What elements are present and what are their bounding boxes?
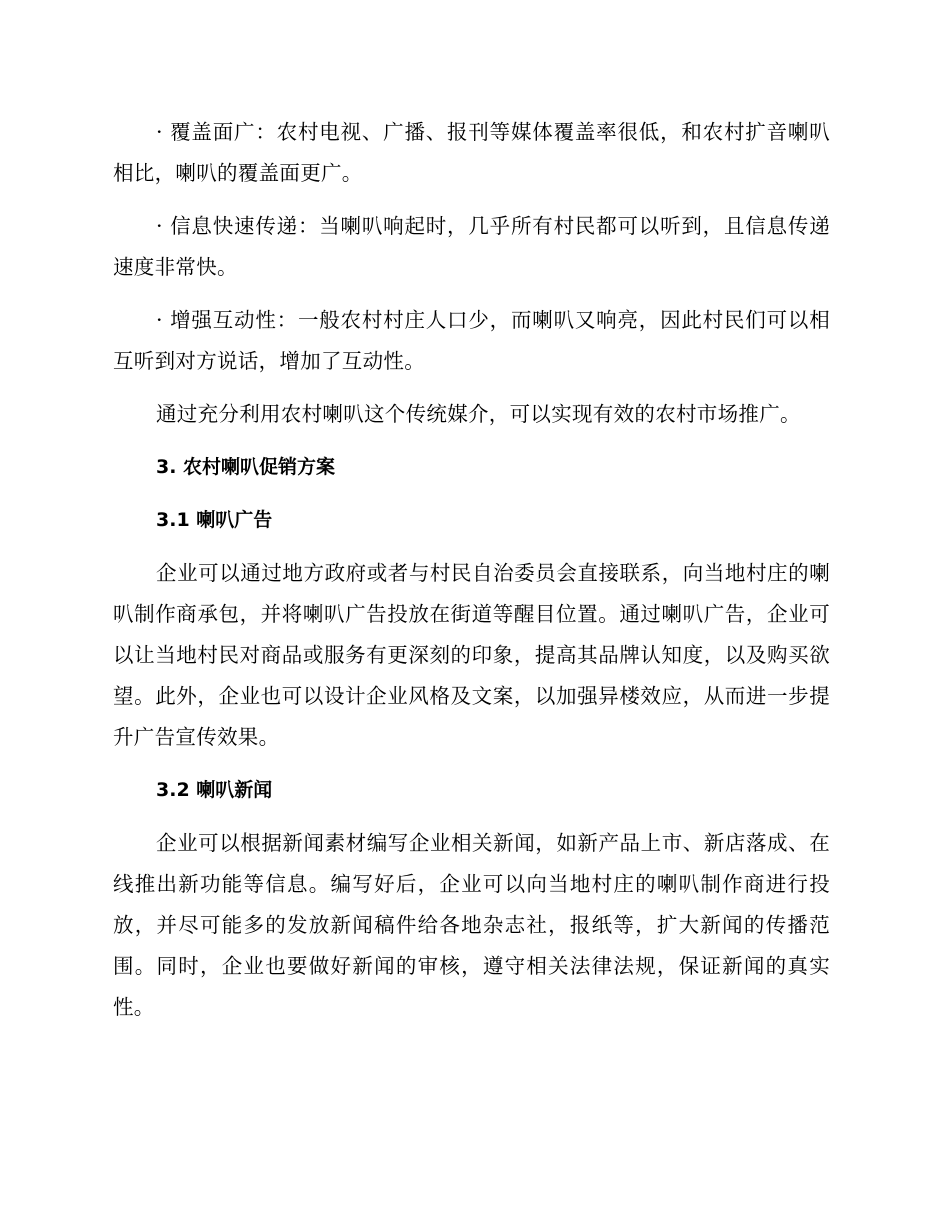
document-page (113, 112, 830, 1040)
section-3-2-body: 企业可以根据新闻素材编写企业相关新闻，如新产品上市、新店落成、在线推出新功能等信息。编写好后，企业可以向当地村庄的喇叭制作商进行投放，并尽可能多的发放新闻稿件给各地杂志社，报纸等，扩大新闻的传播范围。同时，企业也要做好新闻的审核，遵守相关法律法规，保证新闻的真实性。 (113, 831, 830, 1019)
section-3-1-body: 企业可以通过地方政府或者与村民自治委员会直接联系，向当地村庄的喇叭制作商承包，并将喇叭广告投放在街道等醒目位置。通过喇叭广告，企业可以让当地村民对商品或服务有更深刻的印象，提高其品牌认知度，以及购买欲望。此外，企业也可以设计企业风格及文案，以加强异楼效应，从而进一步提升广告宣传效果。 (113, 561, 830, 749)
bullet-interactivity: · 增强互动性：一般农村村庄人口少，而喇叭又响亮，因此村民们可以相互听到对方说话，增加了互动性。 (113, 308, 830, 373)
section-3-heading: 3. 农村喇叭促销方案 (156, 456, 336, 478)
section-3-2-heading: 3.2 喇叭新闻 (156, 779, 273, 801)
summary-paragraph: 通过充分利用农村喇叭这个传统媒介，可以实现有效的农村市场推广。 (156, 402, 801, 426)
bullet-coverage: · 覆盖面广：农村电视、广播、报刊等媒体覆盖率很低，和农村扩音喇叭相比，喇叭的覆盖面更广。 (113, 120, 830, 185)
bullet-fast-delivery: · 信息快速传递：当喇叭响起时，几乎所有村民都可以听到，且信息传递速度非常快。 (113, 214, 830, 279)
section-3-1-heading: 3.1 喇叭广告 (156, 509, 273, 531)
